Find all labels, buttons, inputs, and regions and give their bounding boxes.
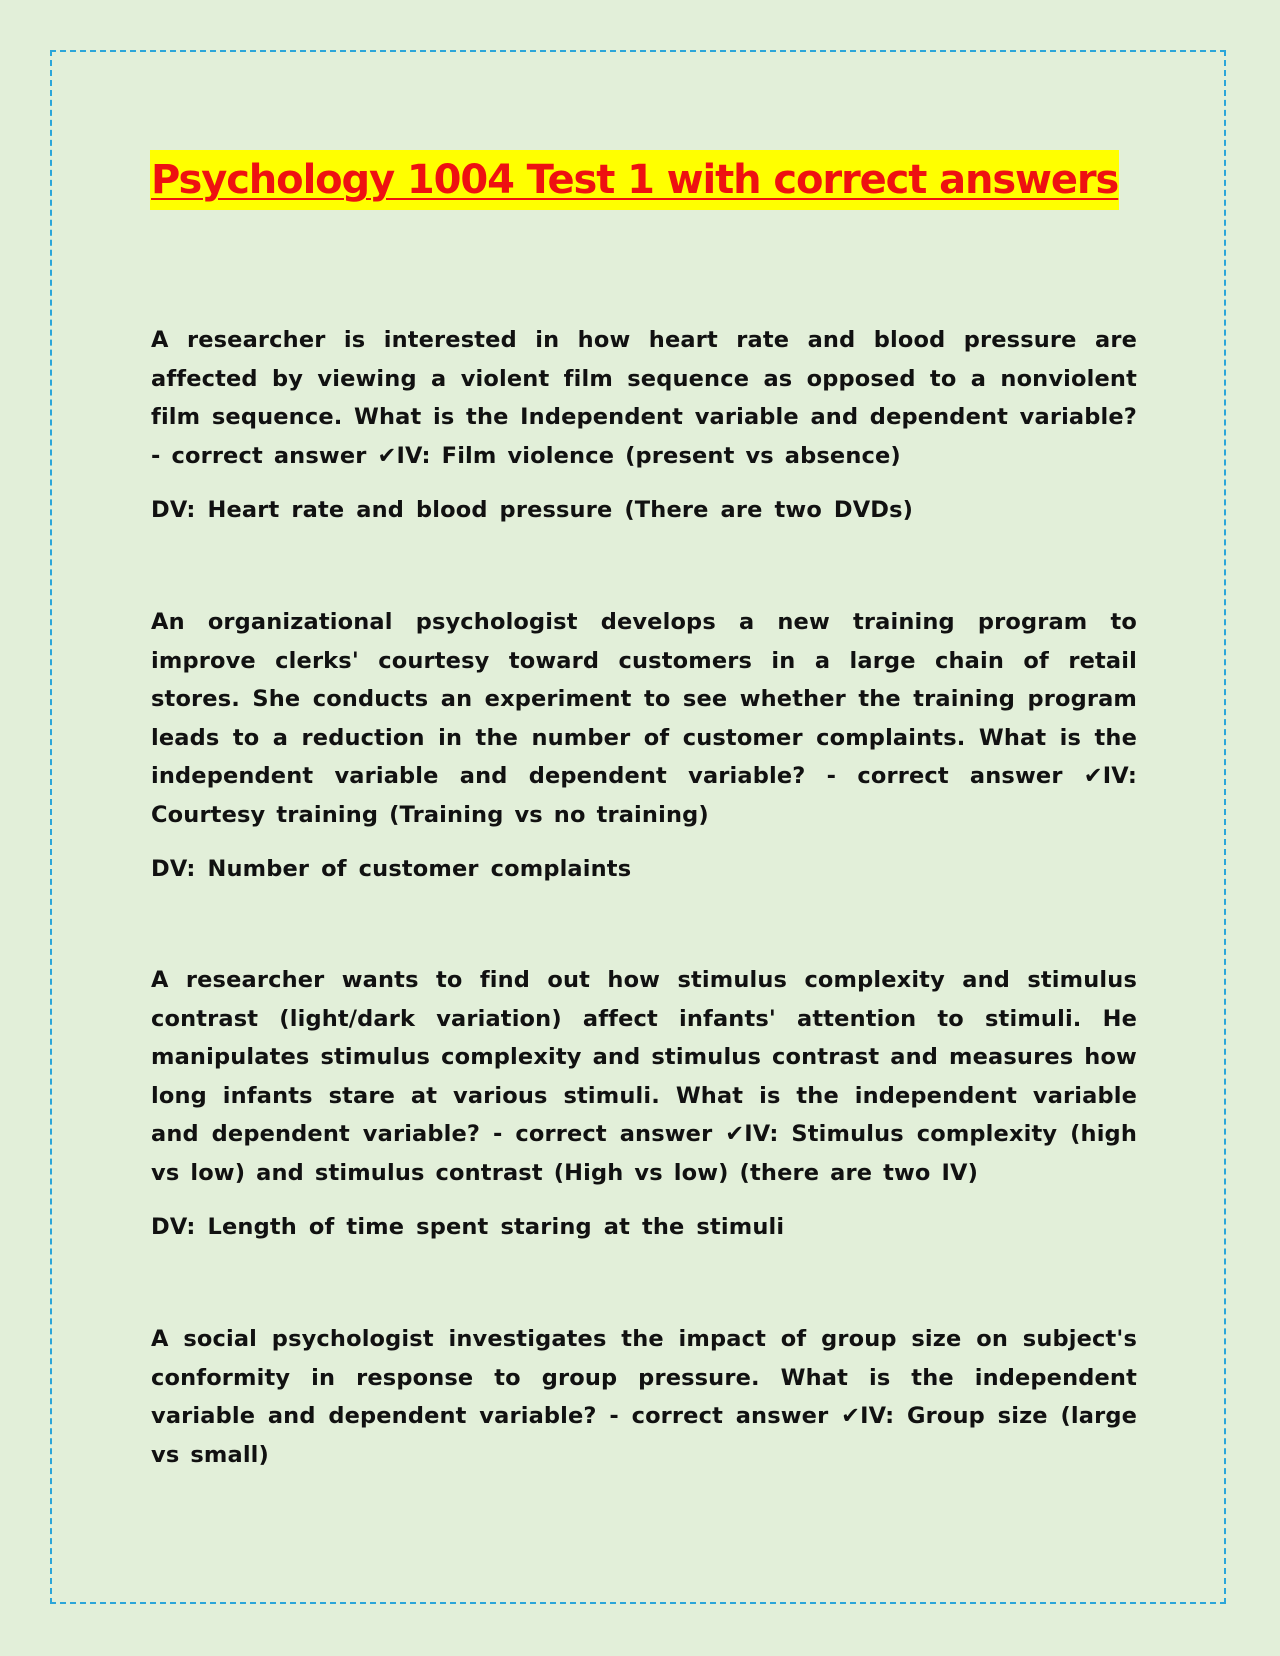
question-text: An organizational psychologist develops a new training program to improve clerks' courtesy toward customers in a large chain of retail stores. She conducts an experiment to see whether the training program leads to a reduction in the number of customer complaints. What is the independent variable and dependent variable? - correct answer ✔IV: Courtesy training (Training vs no training) — [151, 609, 1137, 828]
document-title: Psychology 1004 Test 1 with correct answers — [150, 150, 1119, 210]
qa-item — [151, 961, 1137, 1247]
qa-item — [151, 603, 1137, 889]
qa-item — [151, 321, 1137, 530]
question-text: A researcher is interested in how heart rate and blood pressure are affected by viewing a violent film sequence as opposed to a nonviolent film sequence. What is the Independent variable and dependent variable? - correct answer ✔IV: Film violence (present vs absence) — [151, 327, 1137, 469]
question-text: A social psychologist investigates the impact of group size on subject's conformity in response to group pressure. What is the independent variable and dependent variable? - correct answer ✔IV: Group size (large vs small) — [151, 1326, 1137, 1468]
question-text: A researcher wants to find out how stimulus complexity and stimulus contrast (light/dark variation) affect infants' attention to stimuli. He manipulates stimulus complexity and stimulus contrast and measures how long infants stare at various stimuli. What is the independent variable and dependent variable? - correct answer ✔IV: Stimulus complexity (high vs low) and stimulus contrast (High vs low) (there are two IV) — [151, 967, 1137, 1186]
dependent-variable-answer: DV: Heart rate and blood pressure (There are two DVDs) — [151, 497, 914, 523]
dependent-variable-answer: DV: Length of time spent staring at the stimuli — [151, 1214, 785, 1240]
qa-item — [151, 1320, 1137, 1474]
dependent-variable-answer: DV: Number of customer complaints — [151, 856, 632, 882]
